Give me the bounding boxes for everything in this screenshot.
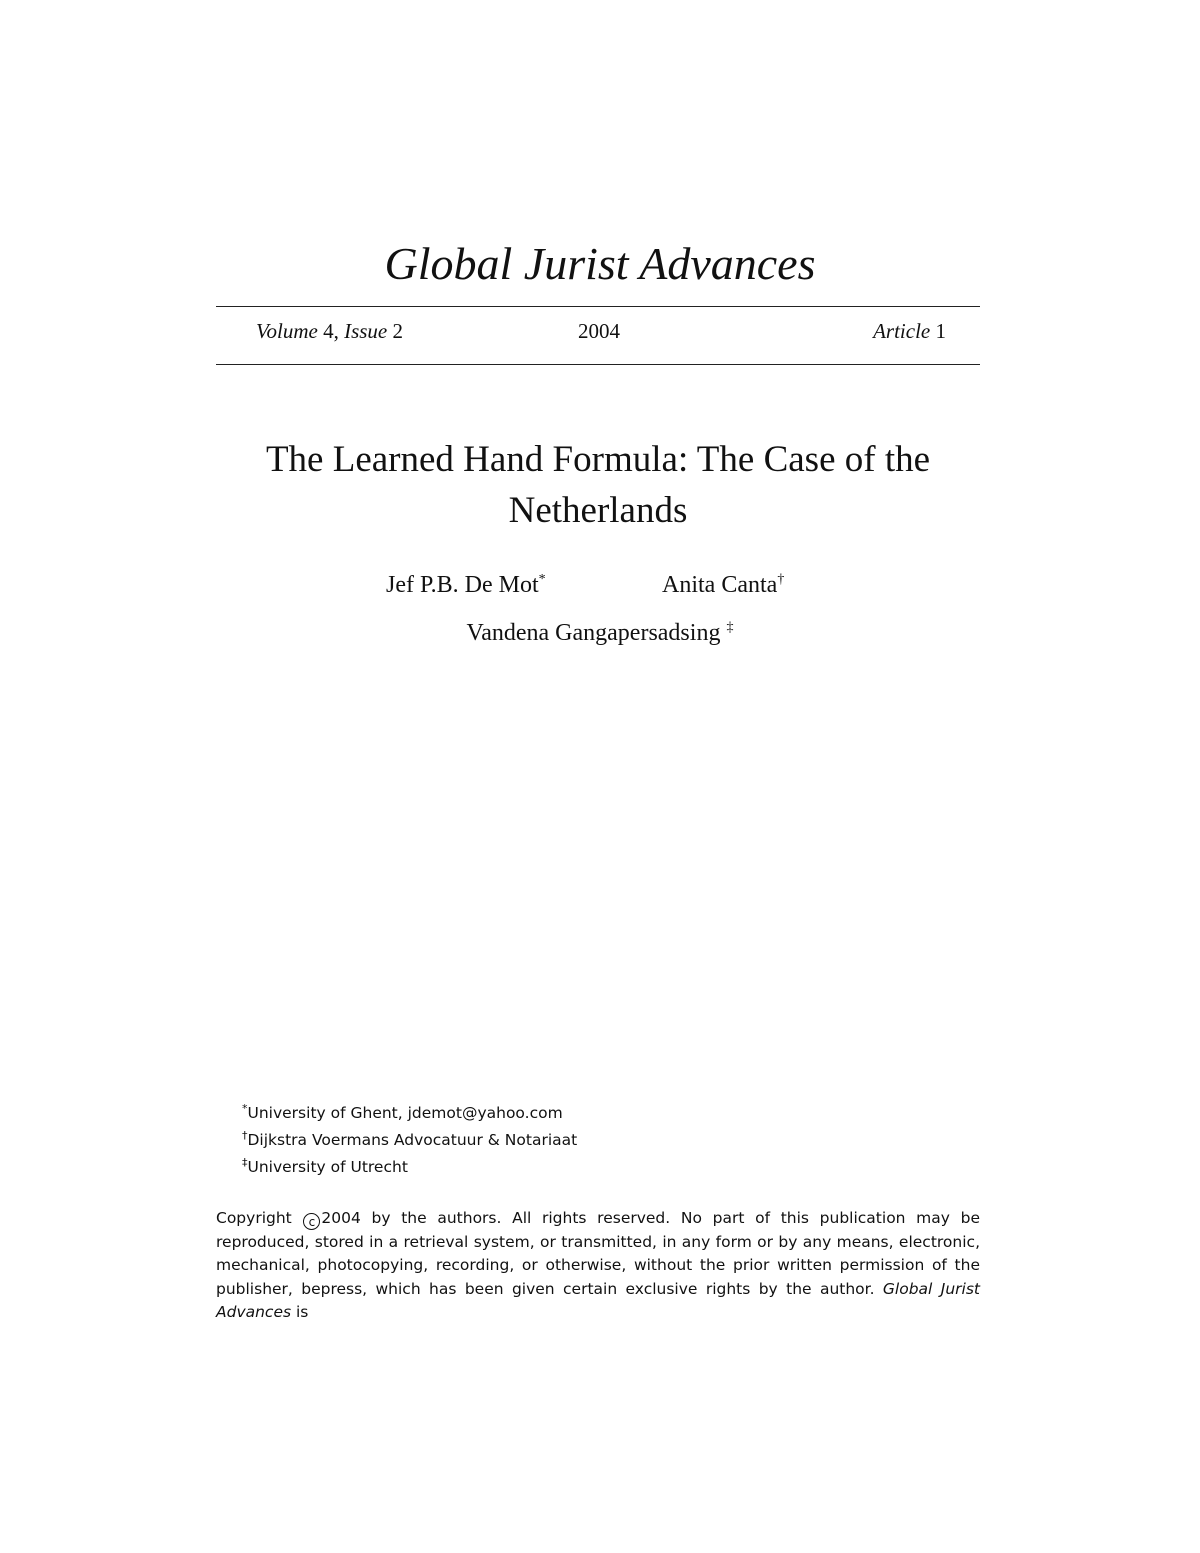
author: [0, 616, 1200, 650]
author-name: Vandena Gangapersadsing: [466, 620, 727, 646]
author-name: Jef P.B. De Mot: [386, 572, 539, 598]
author-name: Anita Canta: [662, 572, 778, 598]
article-number: 1: [935, 319, 946, 343]
copyright-prefix: Copyright: [216, 1209, 303, 1227]
copyright-journal-ref: Global Jurist Advances: [216, 1279, 980, 1321]
article-title: The Learned Hand Formula: The Case of the Netherlands: [265, 439, 931, 531]
footnote-mark: ‡: [242, 1155, 248, 1169]
header-rule-bottom: [216, 364, 980, 365]
footnote-mark: †: [242, 1128, 248, 1142]
footnote: [242, 1154, 982, 1181]
copyright-suffix: is: [291, 1303, 309, 1321]
volume-label: Volume: [256, 319, 318, 343]
footnote: [242, 1100, 982, 1127]
copyright-notice: [216, 1207, 980, 1325]
copyright-symbol: c: [303, 1213, 320, 1230]
author-footnote-mark: *: [538, 572, 546, 587]
volume-number: 4,: [323, 319, 339, 343]
author: [662, 568, 784, 602]
author-footnotes: [242, 1100, 982, 1181]
journal-title: Global Jurist Advances: [384, 238, 816, 289]
volume-issue: [256, 316, 403, 346]
issue-info-bar: [216, 316, 980, 346]
issue-label: Issue: [344, 319, 388, 343]
authors-row: [0, 568, 1200, 602]
article-label: Article: [873, 319, 931, 343]
issue-number: 2: [392, 319, 403, 343]
author: [386, 568, 546, 602]
footnote-mark: *: [242, 1101, 248, 1115]
footnote-text: University of Utrecht: [247, 1158, 408, 1176]
copyright-text: 2004 by the authors. All rights reserved. No part of this publication may be reproduced, stored in a retrieval system, or transmitted, in any form or by any means, electronic, mechanical, photocopying, recording, or otherwise, without the prior written permission of the publisher, bepress, which has been given certain exclusive rights by the author.: [216, 1209, 980, 1298]
header-rule-top: [216, 306, 980, 307]
article-number-block: [873, 316, 946, 346]
author-footnote-mark: ‡: [726, 620, 734, 635]
footnote-text: Dijkstra Voermans Advocatuur & Notariaat: [247, 1131, 578, 1149]
footnote-text: University of Ghent, jdemot@yahoo.com: [247, 1104, 563, 1122]
author-footnote-mark: †: [777, 572, 785, 587]
footnote: [242, 1127, 982, 1154]
issue-year: 2004: [578, 319, 620, 343]
